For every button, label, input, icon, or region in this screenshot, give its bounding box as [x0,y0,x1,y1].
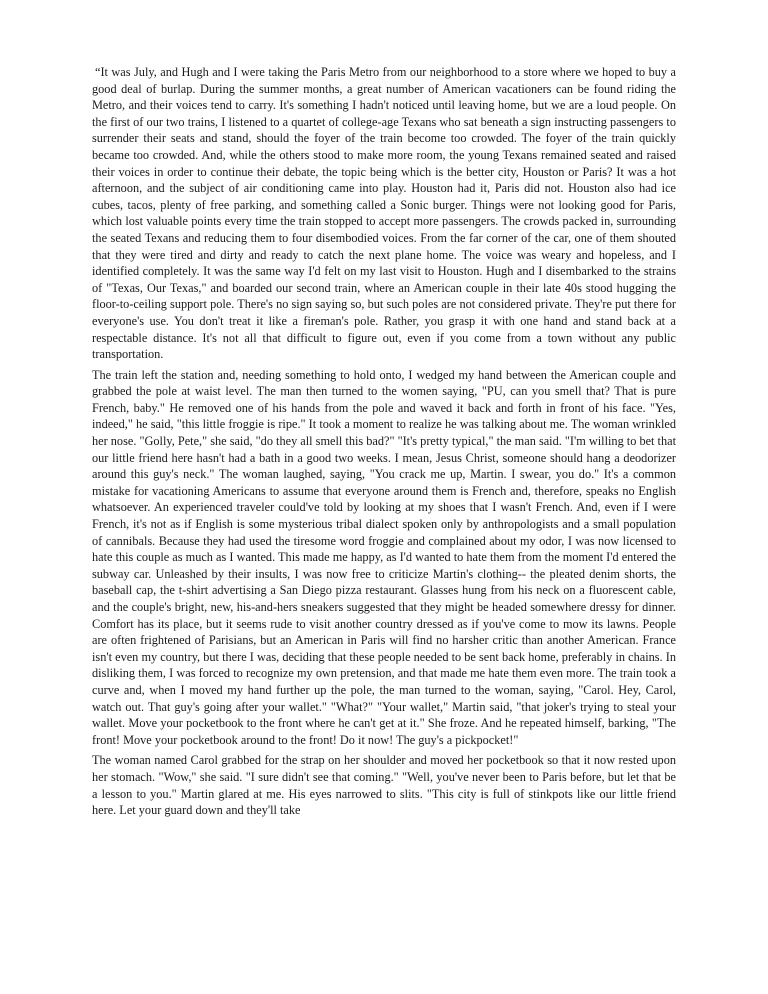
paragraph-2: The train left the station and, needing something to hold onto, I wedged my hand between the American couple and grabbed the pole at waist level. The man then turned to the women saying, "PU, can you smell that? That is pure French, baby." He removed one of his hands from the pole and waved it back and forth in front of his face. "Yes, indeed," he said, "this little froggie is ripe." It took a moment to realize he was talking about me. The woman wrinkled her nose. "Golly, Pete," she said, "do they all smell this bad?" "It's pretty typical," the man said. "I'm willing to bet that our little friend here hasn't had a bath in a good two weeks. I mean, Jesus Christ, someone should hang a deodorizer around this guy's neck." The woman laughed, saying, "You crack me up, Martin. I swear, you do." It's a common mistake for vacationing Americans to assume that everyone around them is French and, therefore, speaks no English whatsoever. An experienced traveler could've told by looking at my shoes that I wasn't French. And, even if I were French, it's not as if English is some mysterious tribal dialect spoken only by anthropologists and a small population of cannibals. Because they had used the tiresome word froggie and complained about my odor, I was now licensed to hate this couple as much as I wanted. This made me happy, as I'd wanted to hate them from the moment I'd entered the subway car. Unleashed by their insults, I was now free to criticize Martin's clothing-- the pleated denim shorts, the baseball cap, the t-shirt advertising a San Diego pizza restaurant. Glasses hung from his neck on a fluorescent cable, and the couple's bright, new, his-and-hers sneakers suggested that they might be headed somewhere dressy for dinner. Comfort has its place, but it seems rude to visit another country dressed as if you've come to mow its lawns. People are often frightened of Parisians, but an American in Paris will find no harsher critic than another American. France isn't even my country, but there I was, deciding that these people needed to be sent back home, preferably in chains. In disliking them, I was forced to recognize my own pretension, and that made me hate them even more. The train took a curve and, when I moved my hand further up the pole, the man turned to the woman, saying, "Carol. Hey, Carol, watch out. That guy's going after your wallet." "What?" "Your wallet," Martin said, "that joker's trying to steal your wallet. Move your pocketbook to the front where he can't get at it." She froze. And he repeated himself, barking, "The front! Move your pocketbook around to the front! Do it now! The guy's a pickpocket!" [92,367,676,747]
paragraph-1: “It was July, and Hugh and I were taking the Paris Metro from our neighborhood to a store where we hoped to buy a good deal of burlap. During the summer months, a great number of American vacationers can be found riding the Metro, and their voices tend to carry. It's something I hadn't noticed until leaving home, but we are a loud people. On the first of our two trains, I listened to a quartet of college-age Texans who sat beneath a sign instructing passengers to surrender their seats and stand, should the foyer of the train become too crowded. The foyer of the train quickly became too crowded. And, while the others stood to make more room, the young Texans remained seated and raised their voices in order to continue their debate, the topic being which is the better city, Houston or Paris? It was a hot afternoon, and the subject of air conditioning came into play. Houston had it, Paris did not. Houston also had ice cubes, tacos, plenty of free parking, and something called a Sonic burger. Things were not looking good for Paris, which lost valuable points every time the train stopped to accept more passengers. The crowds packed in, surrounding the seated Texans and reducing them to four disembodied voices. From the far corner of the car, one of them shouted that they were tired and dirty and ready to catch the next plane home. The voice was weary and hopeless, and I identified completely. It was the same way I'd felt on my last visit to Houston. Hugh and I disembarked to the strains of "Texas, Our Texas," and boarded our second train, where an American couple in their late 40s stood hugging the floor-to-ceiling support pole. There's no sign saying so, but such poles are not considered private. They're put there for everyone's use. You don't treat it like a fireman's pole. Rather, you grasp it with one hand and stand back at a respectable distance. It's not all that difficult to figure out, even if you come from a town without any public transportation. [92,65,676,362]
paragraph-3: The woman named Carol grabbed for the strap on her shoulder and moved her pocketbook so that it now rested upon her stomach. "Wow," she said. "I sure didn't see that coming." "Well, you've never been to Paris before, but let that be a lesson to you." Martin glared at me. His eyes narrowed to slits. "This city is full of stinkpots like our little friend here. Let your guard down and they'll take [92,753,676,818]
document-page [92,64,676,823]
